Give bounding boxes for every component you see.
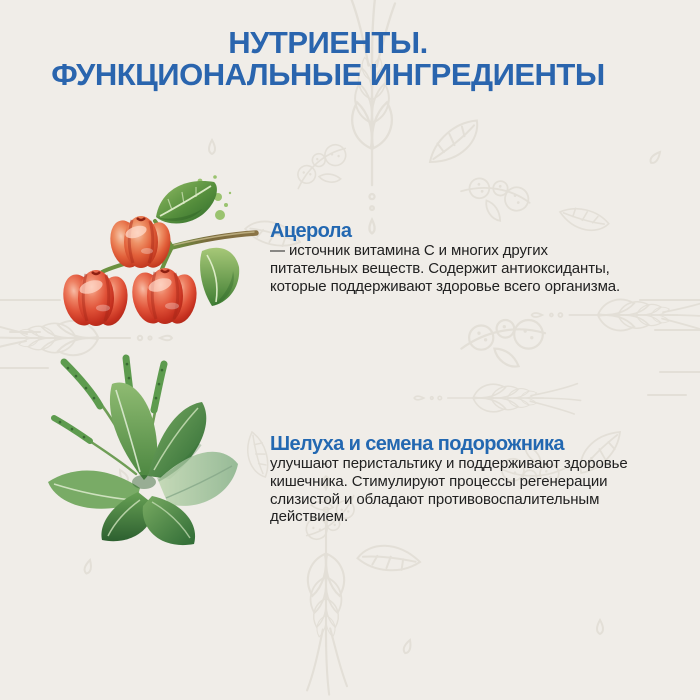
acerola-body-line-3: которые поддерживают здоровье всего организма. <box>270 277 621 295</box>
plantain-illustration <box>40 352 248 557</box>
lower-leaf <box>200 248 239 306</box>
section-acerola <box>270 220 655 295</box>
plantain-psyllium-art <box>40 352 248 552</box>
leaf-rosette <box>48 383 238 546</box>
plantain-body-line-2: кишечника. Стимулируют процессы регенерации <box>270 472 608 490</box>
plantain-heading: Шелуха и семена подорожника <box>270 433 564 455</box>
acerola-heading: Ацерола <box>270 220 352 242</box>
plantain-body-line-4: действием. <box>270 508 349 526</box>
title-line-2: ФУНКЦИОНАЛЬНЫЕ ИНГРЕДИЕНТЫ <box>51 57 605 92</box>
plantain-body-line-3: слизистой и обладают противовоспалительным <box>270 490 600 508</box>
acerola-body-line-2: питательных веществ. Содержит антиоксиданты, <box>270 259 610 277</box>
top-leaf <box>156 181 217 224</box>
section-plantain <box>270 433 655 526</box>
acerola-berries-art <box>60 175 262 349</box>
acerola-berries <box>60 216 201 329</box>
page-title <box>0 27 678 91</box>
acerola-body-line-1: — источник витамина С и многих других <box>270 242 548 259</box>
title-line-1: НУТРИЕНТЫ. <box>228 25 428 60</box>
acerola-illustration <box>60 175 262 354</box>
plantain-body-line-1: улучшают перистальтику и поддерживают здоровье <box>270 455 628 472</box>
